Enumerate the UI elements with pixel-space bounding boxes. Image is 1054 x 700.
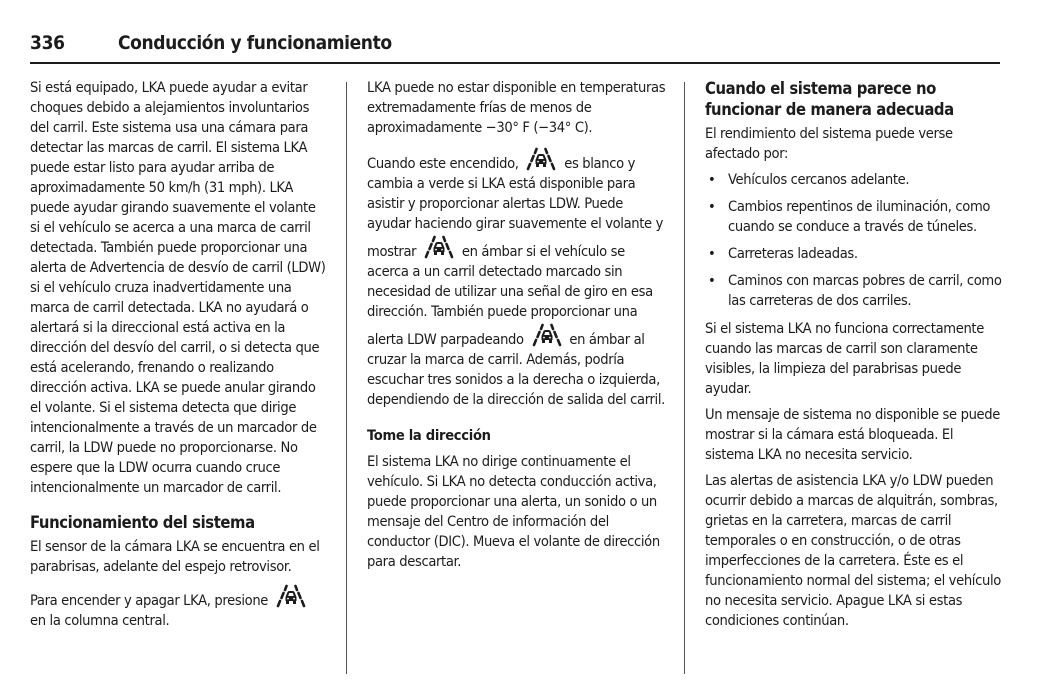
list-item <box>705 197 1003 237</box>
list-item-text: Cambios repentinos de iluminación, como cuando se conduce a través de túneles. <box>728 198 991 235</box>
indicator-text-a: Cuando este encendido, <box>367 155 519 172</box>
alerts-paragraph: Las alertas de asistencia LKA y/o LDW pueden ocurrir debido a marcas de alquitrán, sombras, grietas en la carretera, marcas de carril temporales o en construcción, o de otras imperfecciones de la carretera. Éste es el funcionamiento normal del sistema; el vehículo no necesita servicio. Apague LKA si estas condiciones continúan. <box>705 472 1001 629</box>
onoff-text-after: en la columna central. <box>30 612 170 629</box>
header-rule <box>30 62 1000 64</box>
list-item <box>705 244 1003 264</box>
steering-paragraph: El sistema LKA no dirige continuamente el vehículo. Si LKA no detecta conducción activa, puede proporcionar una alerta, un sonido o un mensaje del Centro de información del conductor (DIC). Mueva el volante de dirección para descartar. <box>367 453 660 570</box>
column-divider-2 <box>684 82 685 674</box>
cleaning-paragraph: Si el sistema LKA no funciona correctamente cuando las marcas de carril son claramente visibles, la limpieza del parabrisas puede ayudar. <box>705 320 984 397</box>
lane-keep-assist-icon <box>524 146 558 172</box>
onoff-text-before: Para encender y apagar LKA, presione <box>30 592 269 609</box>
conditions-list <box>705 170 1003 311</box>
indicator-text-b: es blanco y cambia a verde si LKA está disponible para asistir y proporcionar alertas LDW. Puede ayudar haciendo girar suavemente el volante y mostrar <box>367 155 664 260</box>
list-item <box>705 170 1003 190</box>
bullet-icon: • <box>708 245 716 262</box>
column-3 <box>705 78 1003 639</box>
heading-not-working: Cuando el sistema parece no funcionar de manera adecuada <box>705 79 954 119</box>
bullet-icon: • <box>708 198 716 215</box>
message-paragraph: Un mensaje de sistema no disponible se puede mostrar si la cámara está bloqueada. El sistema LKA no necesita servicio. <box>705 406 1001 463</box>
bullet-icon: • <box>708 272 716 289</box>
intro-paragraph: Si está equipado, LKA puede ayudar a evitar choques debido a alejamientos involuntarios del carril. Este sistema usa una cámara para detectar las marcas de carril. El sistema LKA puede estar listo para ayudar arriba de aproximadamente 50 km/h (31 mph). LKA puede ayudar girando suavemente el volante si el vehículo se acerca a una marca de carril detectada. También puede proporcionar una alerta de Advertencia de desvío de carril (LDW) si el vehículo cruza inadvertidamente una marca de carril detectada. LKA no ayudará o alertará si la direccional está activa en la dirección del desvío del carril, o si detecta que está acelerando, frenando o realizando dirección activa. LKA se puede anular girando el volante. Si el sistema detecta que dirige intencionalmente a través de un marcador de carril, la LDW puede no proporcionarse. No espere que la LDW ocurra cuando cruce intencionalmente un marcador de carril. <box>30 79 326 496</box>
list-item <box>705 271 1003 311</box>
heading-system-operation: Funcionamiento del sistema <box>30 513 255 532</box>
list-item-text: Vehículos cercanos adelante. <box>728 171 910 188</box>
list-item-text: Caminos con marcas pobres de carril, como las carreteras de dos carriles. <box>728 272 1002 309</box>
page-header <box>30 30 1000 64</box>
column-divider-1 <box>346 82 347 674</box>
sensor-paragraph: El sensor de la cámara LKA se encuentra en el parabrisas, adelante del espejo retrovisor. <box>30 538 320 575</box>
heading-take-steering: Tome la dirección <box>367 427 491 444</box>
lane-keep-assist-icon <box>274 583 308 609</box>
performance-lead: El rendimiento del sistema puede verse afectado por: <box>705 125 953 162</box>
page-number: 336 <box>30 32 65 54</box>
indicator-paragraph <box>367 146 669 410</box>
lane-keep-assist-icon <box>422 234 456 260</box>
column-2 <box>367 78 669 580</box>
bullet-icon: • <box>708 171 716 188</box>
column-1 <box>30 78 328 639</box>
temperature-paragraph: LKA puede no estar disponible en temperaturas extremadamente frías de menos de aproximadamente −30° F (−34° C). <box>367 79 666 136</box>
list-item-text: Carreteras ladeadas. <box>728 245 858 262</box>
section-title: Conducción y funcionamiento <box>118 32 392 54</box>
indicator-text-d: en ámbar al cruzar la marca de carril. Además, podría escuchar tres sonidos a la derecha o izquierda, dependiendo de la dirección de salida del carril. <box>367 331 665 408</box>
indicator-text-c: en ámbar si el vehículo se acerca a un carril detectado marcado sin necesidad de utilizar una señal de giro en esa dirección. También puede proporcionar una alerta LDW parpadeando <box>367 243 653 348</box>
lane-keep-assist-icon <box>530 322 564 348</box>
onoff-paragraph <box>30 583 328 631</box>
